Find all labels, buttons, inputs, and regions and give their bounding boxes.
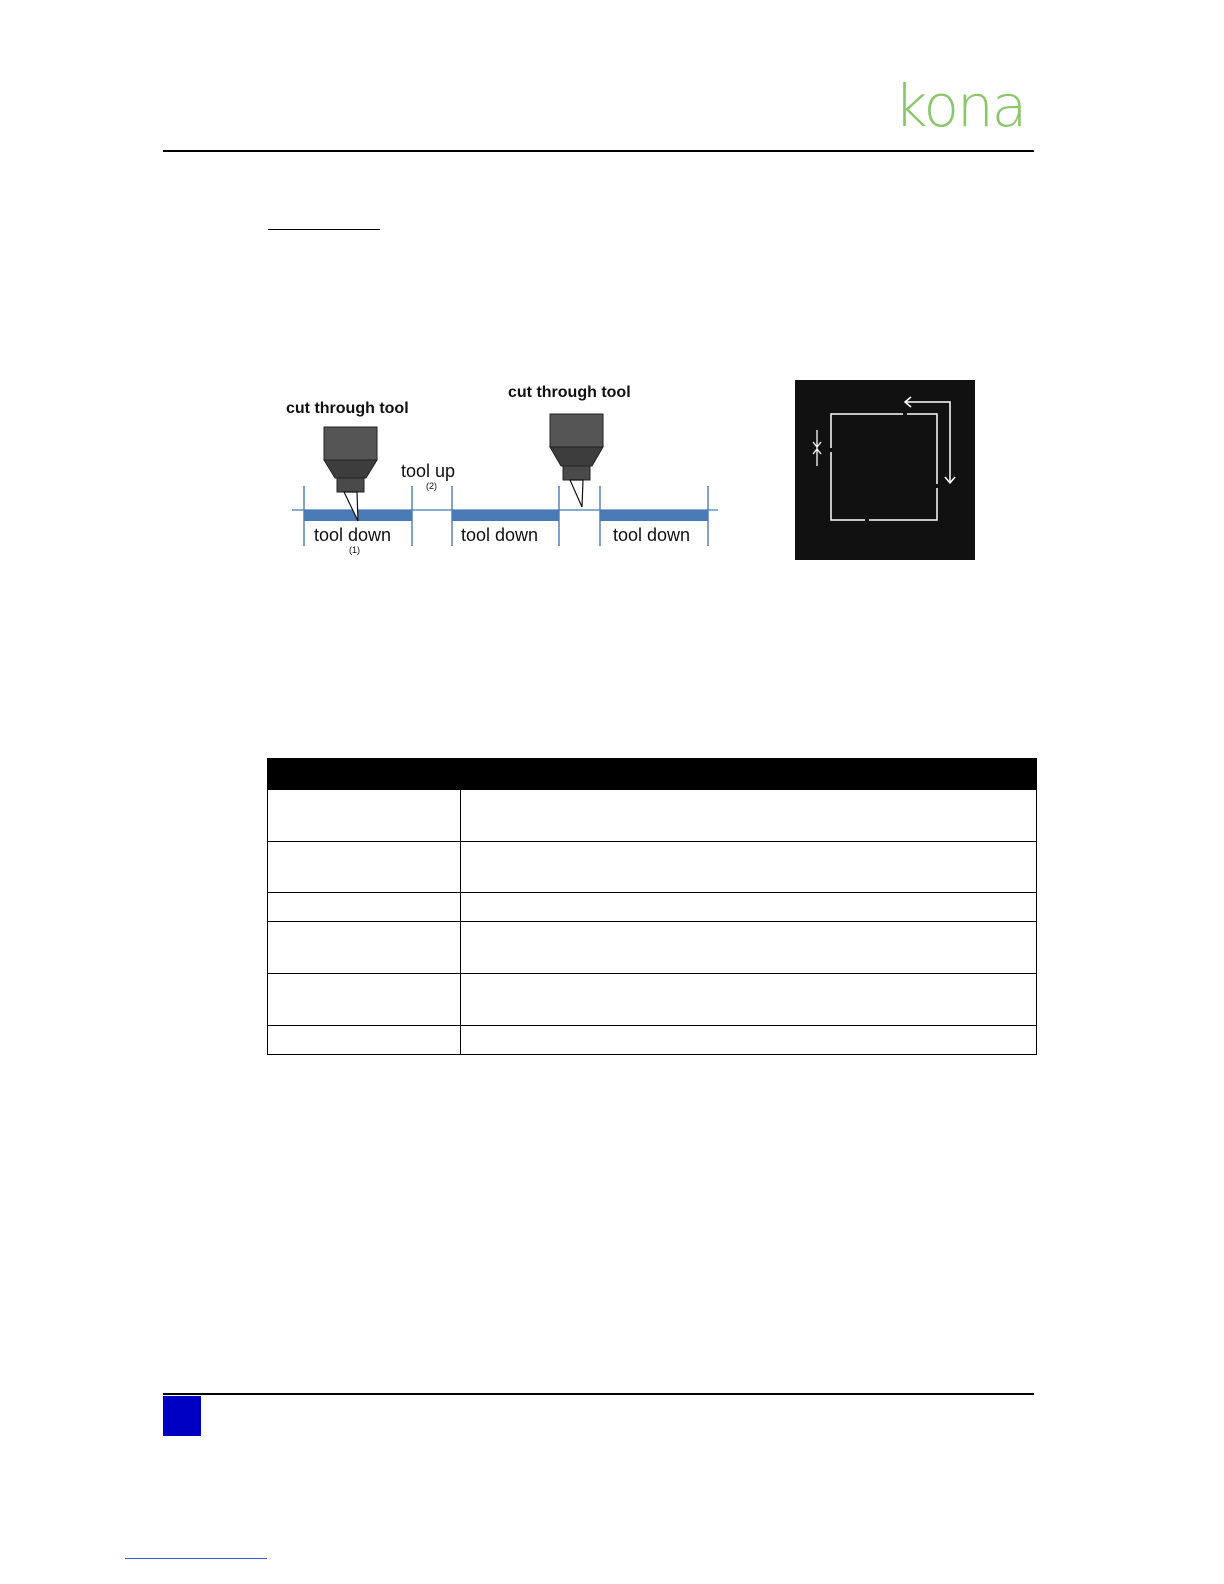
table-cell [268, 1026, 461, 1055]
tool-down-label-1: tool down [314, 525, 392, 545]
table-row [268, 790, 1037, 842]
table-row [268, 842, 1037, 893]
parameter-table [267, 758, 1037, 1055]
tool-down-label-3: tool down [613, 525, 691, 545]
table-cell [268, 974, 461, 1026]
table-row [268, 922, 1037, 974]
footer-link-underline[interactable] [125, 1558, 267, 1559]
table-cell [268, 842, 461, 893]
table-row [268, 893, 1037, 922]
tool-label-right: cut through tool [508, 384, 631, 401]
table-cell [461, 1026, 1037, 1055]
perforation-preview-image [795, 380, 975, 560]
tool-label-left: cut through tool [286, 400, 409, 417]
tool-up-note: (2) [426, 481, 437, 491]
cut-through-tool-icon-right [550, 414, 603, 507]
table-cell [461, 922, 1037, 974]
footer-rule [163, 1393, 1034, 1395]
table-cell [461, 974, 1037, 1026]
table-cell [461, 790, 1037, 842]
table-header-cell [461, 759, 1037, 790]
perforation-diagram [280, 370, 730, 570]
table-cell [461, 893, 1037, 922]
section-heading-underline [268, 229, 380, 230]
table-cell [268, 893, 461, 922]
header-rule [163, 150, 1034, 152]
table-cell [461, 842, 1037, 893]
tool-down-note-1: (1) [349, 545, 360, 555]
tool-down-label-2: tool down [461, 525, 539, 545]
tool-down-segment-3 [600, 510, 708, 521]
svg-text:kona: kona [894, 78, 1026, 134]
tool-up-label: tool up [401, 461, 456, 481]
table-row [268, 1026, 1037, 1055]
page-number-box [163, 1396, 201, 1436]
table-row [268, 974, 1037, 1026]
tool-down-segment-2 [452, 510, 559, 521]
table-header-row [268, 759, 1037, 790]
table-cell [268, 790, 461, 842]
cut-through-tool-icon-left [324, 427, 377, 521]
kona-logo [894, 78, 1034, 134]
table-header-cell [268, 759, 461, 790]
table-cell [268, 922, 461, 974]
